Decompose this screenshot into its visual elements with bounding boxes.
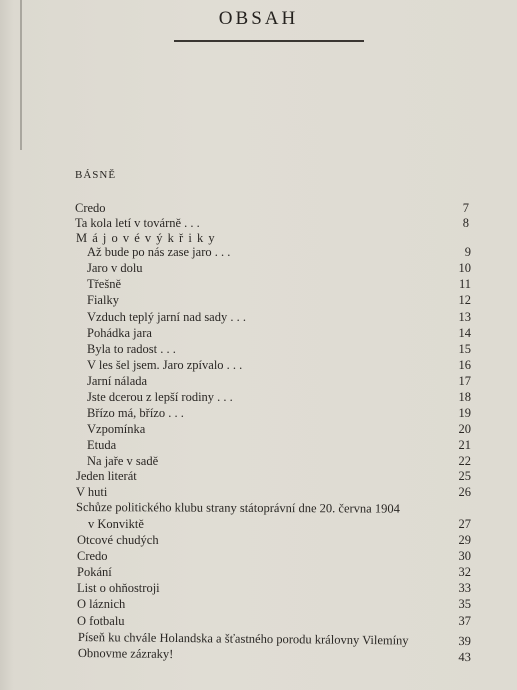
toc-entry-page: 26 <box>458 485 471 499</box>
toc-entry-page: 15 <box>458 342 471 356</box>
toc-entry <box>87 406 471 422</box>
toc-entry-page: 8 <box>462 216 469 230</box>
toc-entry-page: 20 <box>458 422 471 436</box>
toc-entry <box>87 454 471 470</box>
toc-entry-page: 27 <box>458 517 471 531</box>
toc-entry-title: List o ohňostroji <box>77 581 160 595</box>
toc-entry-title: Třešně <box>87 277 122 291</box>
toc-entry-title: Etuda <box>87 438 117 452</box>
toc-entry-page: 10 <box>458 261 471 275</box>
toc-entry-title: Jeden literát <box>76 469 137 483</box>
toc-entry <box>87 277 471 293</box>
toc-entry-page: 25 <box>458 469 471 483</box>
toc-entry-title: Credo <box>77 549 108 563</box>
toc-entry-page: 21 <box>458 438 471 452</box>
toc-entry-page: 18 <box>458 390 471 404</box>
toc-entry-title: Ta kola letí v továrně . . . <box>75 216 200 230</box>
toc-entry-title: Obnovme zázraky! <box>77 646 174 661</box>
page-title: OBSAH <box>218 8 299 29</box>
toc-entry-title: Byla to radost . . . <box>87 342 176 356</box>
toc-entry <box>76 500 471 518</box>
toc-entry-title: Credo <box>75 201 106 215</box>
toc-entry-title: Schůze politického klubu strany státoprávní dne 20. června 1904 <box>75 499 400 516</box>
toc-entry-page: 17 <box>458 374 471 388</box>
toc-entry-page: 37 <box>458 614 471 628</box>
toc-entry-title: Jarní nálada <box>87 374 148 388</box>
toc-entry-title: Píseň ku chvále Holandska a šťastného porodu královny Vilemíny <box>77 630 409 648</box>
toc-entry <box>78 646 471 666</box>
toc-entry-title: Jaro v dolu <box>87 261 143 275</box>
section-heading: BÁSNĚ <box>75 169 117 181</box>
toc-entry-title: V les šel jsem. Jaro zpívalo . . . <box>87 358 243 372</box>
toc-entry <box>77 565 471 581</box>
toc-entry-title: Fialky <box>87 293 119 307</box>
toc-entry-title: Jste dcerou z lepší rodiny . . . <box>87 390 233 404</box>
toc-entry <box>77 533 471 549</box>
title-rule <box>174 40 364 42</box>
toc-entry <box>87 342 471 358</box>
toc-entry <box>87 422 471 438</box>
toc-entry-page: 35 <box>458 597 471 611</box>
toc-entry-page: 14 <box>458 326 471 340</box>
toc-entry <box>87 293 471 309</box>
toc-entry-title: O fotbalu <box>77 614 125 628</box>
toc-entry-title: Otcové chudých <box>77 533 159 547</box>
toc-entry <box>87 390 471 406</box>
toc-entry-page: 33 <box>458 581 471 595</box>
toc-entry-page: 9 <box>464 245 471 259</box>
toc-entry <box>88 517 471 533</box>
toc-entry-title: M á j o v é v ý k ř i k y <box>76 231 216 245</box>
toc-entry <box>77 581 471 597</box>
toc-entry-title: Pokání <box>77 565 112 579</box>
toc-entry-title: V huti <box>76 485 108 499</box>
toc-entry <box>87 245 471 261</box>
toc-entry <box>77 597 471 613</box>
toc-entry <box>87 310 471 326</box>
toc-entry-title: Břízo má, břízo . . . <box>87 406 184 420</box>
toc-entry <box>76 469 471 485</box>
toc-entry <box>87 326 471 342</box>
toc-entry-title: O láznich <box>77 597 126 611</box>
toc-entry <box>87 374 471 390</box>
toc-entry <box>77 549 471 565</box>
toc-entry-page: 19 <box>458 406 471 420</box>
toc-entry <box>77 614 471 630</box>
toc-entry-page: 43 <box>458 649 471 665</box>
toc-entry-page: 7 <box>462 201 469 215</box>
toc-entry-title: Na jaře v sadě <box>87 454 159 468</box>
toc-entry <box>87 438 471 454</box>
toc-entry-page: 16 <box>458 358 471 372</box>
toc-entry-title: v Konviktě <box>88 517 144 531</box>
toc-entry-page: 39 <box>458 633 471 649</box>
toc-entry-page: 12 <box>458 293 471 307</box>
toc-entry <box>76 485 471 501</box>
toc-entry-page: 11 <box>458 277 471 291</box>
toc-entry <box>75 216 469 232</box>
toc-entry-page: 22 <box>458 454 471 468</box>
toc-entry <box>87 261 471 277</box>
toc-entry-page: 30 <box>458 549 471 563</box>
toc-entry-page: 13 <box>458 310 471 324</box>
toc-entry-page: 29 <box>458 533 471 547</box>
toc-entry-title: Až bude po nás zase jaro . . . <box>87 245 231 259</box>
toc-entry-title: Vzpomínka <box>87 422 146 436</box>
toc-entry-title: Vzduch teplý jarní nad sady . . . <box>87 310 246 324</box>
toc-entry <box>87 358 471 374</box>
toc-entry <box>75 201 469 217</box>
toc-entry-title: Pohádka jara <box>87 326 152 340</box>
toc-entry-page: 32 <box>458 565 471 579</box>
